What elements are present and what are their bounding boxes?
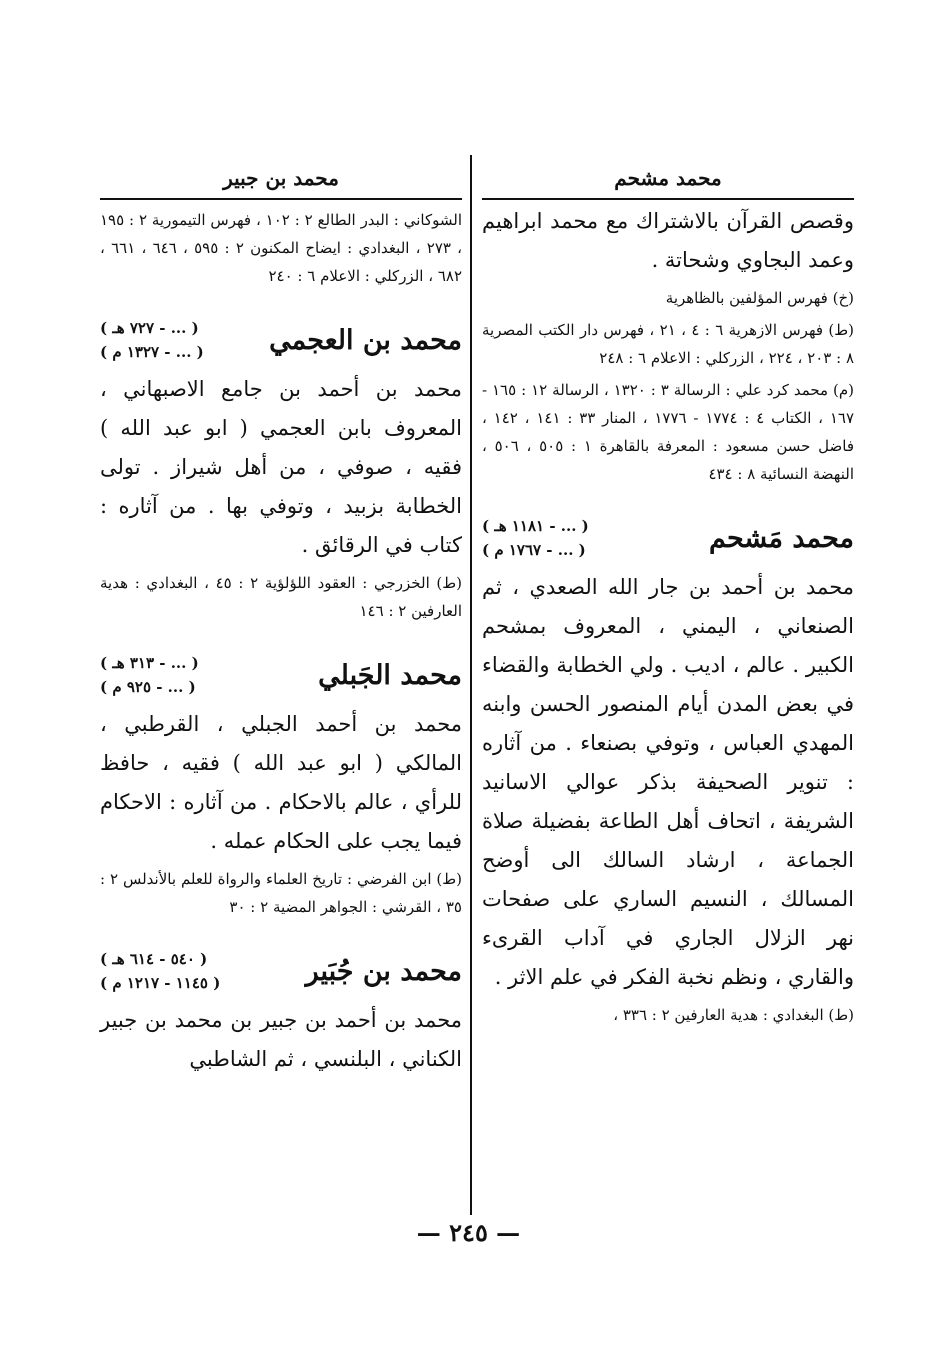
entry-header xyxy=(100,316,462,364)
entry-header xyxy=(482,514,854,562)
continued-text: وقصص القرآن بالاشتراك مع محمد ابراهيم وعمد البجاوي وشحاتة . xyxy=(482,209,854,272)
refs-mentions: (م) محمد كرد علي : الرسالة ٣ : ١٣٢٠ ، الرسالة ١٢ : ١٦٥ - ١٦٧ ، الكتاب ٤ : ١٧٧٤ - ١٧٧٦ ، المنار ٣٣ : ١٤١ ، ١٤٢ ، فاضل حسن مسعود : المعرفة بالقاهرة ١ : ٥٠٥ ، ٥٠٦ ، النهضة النسائية ٨ : ٤٣٤ xyxy=(482,381,855,483)
date-hijri: ( ... - ٧٢٧ هـ ) xyxy=(100,319,199,337)
date-hijri: ( ٥٤٠ - ٦١٤ هـ ) xyxy=(100,950,208,968)
entry-dates xyxy=(100,316,204,364)
entry-header xyxy=(100,947,462,995)
entry-dates xyxy=(482,514,589,562)
date-gregorian: ( ... - ١٣٢٧ م ) xyxy=(100,343,204,361)
date-gregorian: ( ١١٤٥ - ١٢١٧ م ) xyxy=(100,974,221,992)
date-gregorian: ( ... - ١٧٦٧ م ) xyxy=(482,541,586,559)
left-running-header: محمد بن جبير xyxy=(223,166,339,190)
entry-header xyxy=(100,651,462,699)
entry-refs: (ط) البغدادي : هدية العارفين ٢ : ٣٣٦ ، xyxy=(613,1006,854,1024)
entry-title: محمد الجَبلي xyxy=(318,659,462,691)
entry-body: محمد بن أحمد الجبلي ، القرطبي ، المالكي ( ابو عبد الله ) فقيه ، حافظ للرأي ، عالم بالاحكام . من آثاره : الاحكام فيما يجب على الحكام عمله . xyxy=(100,712,462,853)
right-running-header: محمد مشحم xyxy=(614,166,722,190)
right-column xyxy=(482,160,854,1029)
left-column xyxy=(100,160,462,1079)
entry-refs: (ط) ابن الفرضي : تاريخ العلماء والرواة للعلم بالأندلس ٢ : ٣٥ ، القرشي : الجواهر المضية ٢ : ٣٠ xyxy=(100,870,462,916)
date-hijri: ( ... - ٣١٣ هـ ) xyxy=(100,654,199,672)
column-divider xyxy=(470,155,472,1215)
entry-title: محمد بن العجمي xyxy=(269,324,462,356)
refs-printed: (ط) فهرس الازهرية ٦ : ٤ ، ٢١ ، فهرس دار الكتب المصرية ٨ : ٢٠٣ ، ٢٢٤ ، الزركلي : الاعلام ٦ : ٢٤٨ xyxy=(482,321,854,367)
entry-body: محمد بن أحمد بن جبير بن محمد بن جبير الكناني ، البلنسي ، ثم الشاطبي xyxy=(100,1008,462,1071)
entry-body: محمد بن أحمد بن جامع الاصبهاني ، المعروف بابن العجمي ( ابو عبد الله ) فقيه ، صوفي ، من أهل شيراز . تولى الخطابة بزبيد ، وتوفي بها . من آثاره : كتاب في الرقائق . xyxy=(100,377,462,557)
entry-refs: (ط) الخزرجي : العقود اللؤلؤية ٢ : ٤٥ ، البغدادي : هدية العارفين ٢ : ١٤٦ xyxy=(100,574,462,620)
refs-manuscripts: (خ) فهرس المؤلفين بالظاهرية xyxy=(665,289,854,307)
date-gregorian: ( ... - ٩٢٥ م ) xyxy=(100,678,196,696)
continued-refs: الشوكاني : البدر الطالع ٢ : ١٠٢ ، فهرس التيمورية ٢ : ١٩٥ ، ٢٧٣ ، البغدادي : ايضاح المكنون ٢ : ٥٩٥ ، ٦٤٦ ، ٦٦١ ، ٦٨٢ ، الزركلي : الاعلام ٦ : ٢٤٠ xyxy=(100,211,463,285)
entry-dates xyxy=(100,947,220,995)
entry-title: محمد مَشحم xyxy=(708,522,854,554)
page-number: — ٢٤٥ — xyxy=(416,1218,521,1247)
entry-title: محمد بن جُبَير xyxy=(305,955,462,987)
entry-dates xyxy=(100,651,199,699)
entry-body: محمد بن أحمد بن جار الله الصعدي ، ثم الصنعاني ، اليمني ، المعروف بمشحم الكبير . عالم ، اديب . ولي الخطابة والقضاء في بعض المدن أيام المنصور الحسن وابنه المهدي العباس ، وتوفي بصنعاء . من آثاره : تنوير الصحيفة بذكر عوالي الاسانيد الشريفة ، اتحاف أهل الطاعة بفضيلة صلاة الجماعة ، ارشاد السالك الى أوضح المسالك ، النسيم الساري على صفحات نهر الزلال الجاري في آداب القرىء والقاري ، ونظم نخبة الفكر في علم الاثر . xyxy=(482,575,854,989)
date-hijri: ( ... - ١١٨١ هـ ) xyxy=(482,517,589,535)
